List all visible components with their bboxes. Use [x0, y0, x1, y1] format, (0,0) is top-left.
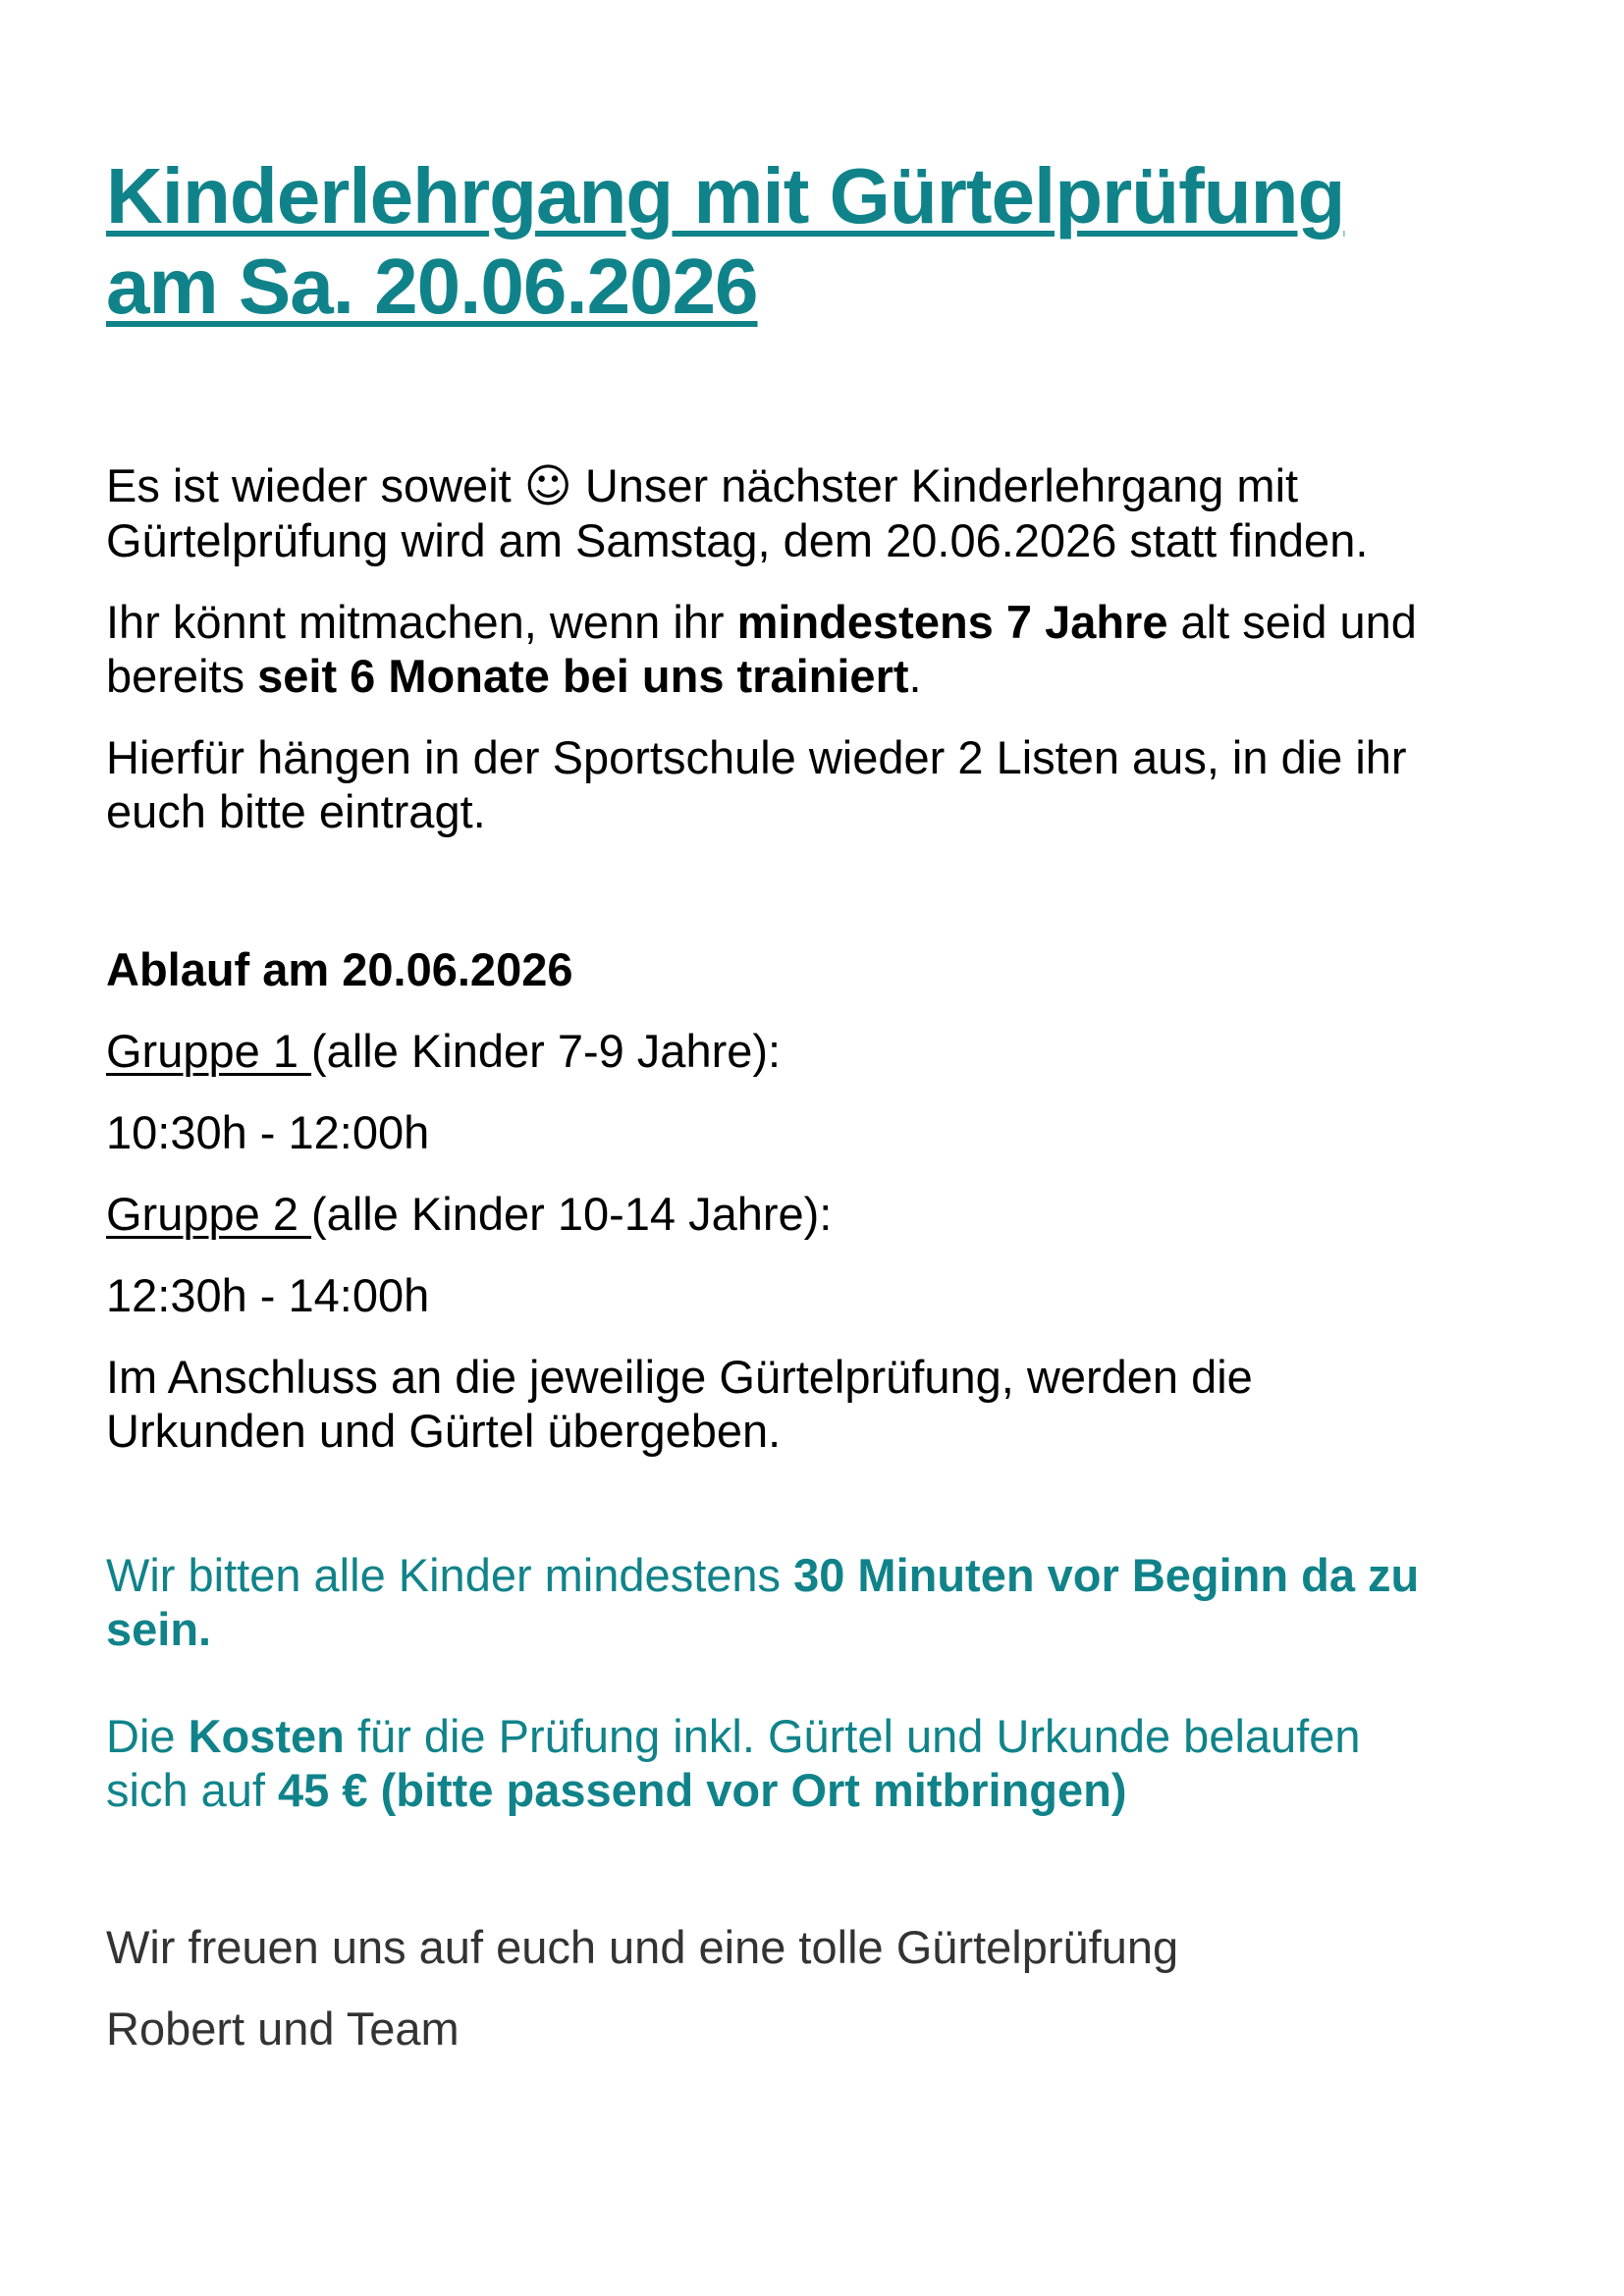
lists-paragraph: Hierfür hängen in der Sportschule wieder 2 Listen aus, in die ihr euch bitte eintragt.: [106, 731, 1407, 837]
closing-paragraph: Wir freuen uns auf euch und eine tolle Gürtelprüfung: [106, 1921, 1179, 1973]
costs-space: [368, 1764, 381, 1816]
group2-label: Gruppe 2: [106, 1188, 312, 1240]
arrival-notice: [106, 1548, 1451, 1656]
costs-text-1: Die: [106, 1710, 189, 1762]
group2-ages: (alle Kinder 10-14 Jahre):: [311, 1188, 833, 1240]
signature: Robert und Team: [106, 2002, 460, 2055]
arrival-bold: 30 Minuten vor Beginn da zu sein.: [106, 1549, 1420, 1655]
intro-text-before-smiley: Es ist wieder soweit: [106, 459, 524, 511]
group1-label: Gruppe 1: [106, 1025, 312, 1077]
intro-text-after-smiley: Unser nächster Kinderlehrgang mit Gürtelprüfung wird am Samstag, dem 20.06.2026 statt finden.: [106, 459, 1369, 566]
page-title: [106, 151, 1451, 332]
costs-bold-note: (bitte passend vor Ort mitbringen): [380, 1764, 1127, 1816]
costs-bold-label: Kosten: [188, 1710, 345, 1762]
eligibility-paragraph: [106, 595, 1451, 703]
eligibility-bold-training: seit 6 Monate bei uns trainiert: [257, 650, 909, 702]
smiley-icon: ☺: [523, 459, 572, 513]
eligibility-text-3: .: [908, 650, 922, 702]
schedule-heading: Ablauf am 20.06.2026: [106, 943, 573, 995]
intro-paragraph: [106, 458, 1451, 567]
group1-ages: (alle Kinder 7-9 Jahre):: [311, 1025, 782, 1077]
group1-time: 10:30h - 12:00h: [106, 1106, 430, 1158]
eligibility-bold-age: mindestens 7 Jahre: [736, 596, 1168, 648]
costs-notice: [106, 1709, 1451, 1817]
group2-time: 12:30h - 14:00h: [106, 1269, 430, 1321]
costs-bold-amount: 45 €: [278, 1764, 368, 1816]
eligibility-text-1: Ihr könnt mitmachen, wenn ihr: [106, 596, 737, 648]
group2-line: [106, 1187, 1451, 1241]
ceremony-paragraph: Im Anschluss an die jeweilige Gürtelprüfung, werden die Urkunden und Gürtel übergeben.: [106, 1351, 1253, 1457]
page-title-line-1: Kinderlehrgang mit Gürtelprüfung: [106, 152, 1345, 240]
group1-line: [106, 1024, 1451, 1078]
costs-text-2: für die Prüfung inkl. Gürtel und Urkunde belaufen sich auf: [106, 1710, 1361, 1816]
eligibility-text-2: alt seid und bereits: [106, 596, 1417, 702]
page-title-line-2: am Sa. 20.06.2026: [106, 242, 758, 330]
arrival-text: Wir bitten alle Kinder mindestens: [106, 1549, 794, 1601]
